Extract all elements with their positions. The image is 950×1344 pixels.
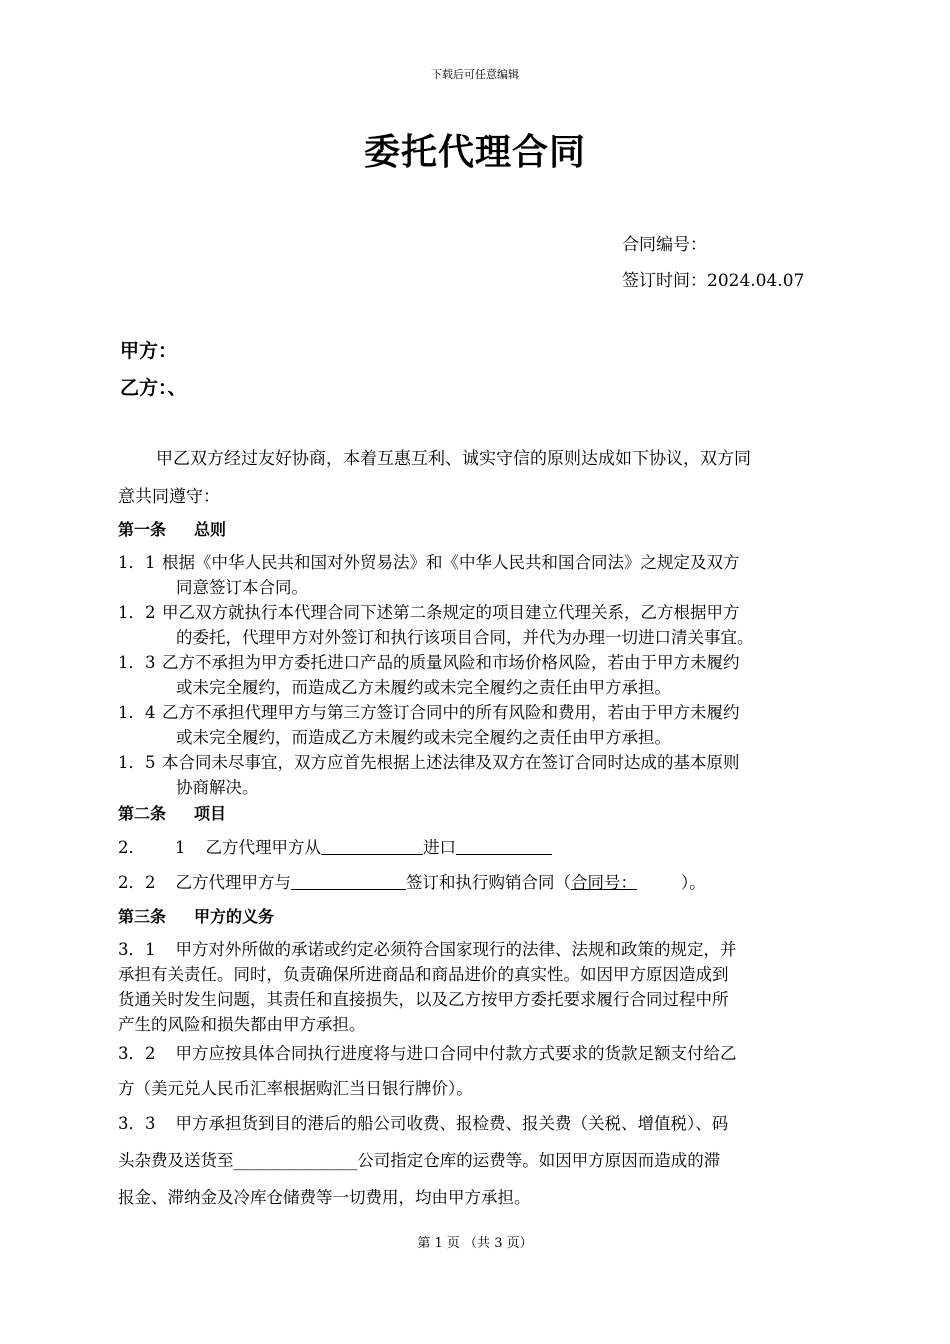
clause-number: 2． (118, 838, 145, 857)
clause-number: 3．1 (118, 940, 156, 959)
clause-text: 乙方不承担代理甲方与第三方签订合同中的所有风险和费用，若由于甲方未履约 (162, 703, 740, 722)
sign-date-line (622, 266, 804, 291)
clause-sub-number: 1 (175, 838, 186, 857)
sign-date: 2024.04.07 (707, 271, 805, 291)
clause-text: 乙方不承担为甲方委托进口产品的质量风险和市场价格风险，若由于甲方未履约 (162, 653, 740, 672)
clause-number: 1．3 (118, 653, 156, 672)
clause-number: 1．5 (118, 753, 156, 772)
clause-2-2 (118, 869, 706, 893)
clause-text: 头杂费及送货至 (118, 1151, 234, 1170)
blank-company: _______________ (233, 1151, 358, 1170)
clause-text-cont: 或未完全履约，而造成乙方未履约或未完全履约之责任由甲方承担。 (176, 728, 671, 747)
clause-1-1 (118, 550, 838, 600)
clause-text: 甲方应按具体合同执行进度将与进口合同中付款方式要求的货款足额支付给乙 (175, 1044, 737, 1063)
clause-text-cont: 协商解决。 (176, 778, 259, 797)
document-title: 委托代理合同 (363, 132, 586, 173)
clause-2-1 (118, 834, 552, 858)
clause-1-5 (118, 750, 838, 800)
section-1-title: 总则 (194, 520, 227, 539)
clause-text: 根据《中华人民共和国对外贸易法》和《中华人民共和国合同法》之规定及双方 (162, 553, 740, 572)
intro-line-2: 意共同遵守： (118, 487, 220, 507)
clause-text: 甲方对外所做的承诺或约定必须符合国家现行的法律、法规和政策的规定，并 (175, 940, 737, 959)
clause-3-1 (118, 937, 834, 1037)
clause-number: 2．2 (118, 873, 156, 892)
clause-text-cont: 的委托，代理甲方对外签订和执行该项目合同，并代为办理一切进口清关事宜。 (176, 628, 754, 647)
blank-third-party (291, 888, 406, 890)
clause-text-cont: 或未完全履约，而造成乙方未履约或未完全履约之责任由甲方承担。 (176, 678, 671, 697)
party-a: 甲方： (120, 340, 178, 362)
section-3-heading (118, 904, 274, 927)
section-2-title: 项目 (194, 804, 227, 823)
clause-text: 甲乙双方就执行本代理合同下述第二条规定的项目建立代理关系，乙方根据甲方 (162, 603, 740, 622)
clause-3-3 (118, 1110, 728, 1134)
clause-number: 3．3 (118, 1114, 156, 1133)
clause-text-cont: 同意签订本合同。 (176, 578, 308, 597)
clause-text: 乙方代理甲方与 (175, 873, 291, 892)
section-1-heading (118, 517, 226, 540)
clause-text: ）。 (681, 873, 706, 892)
clause-text: 本合同未尽事宜，双方应首先根据上述法律及双方在签订合同时达成的基本原则 (162, 753, 740, 772)
contract-no-field: 合同号： (571, 873, 637, 892)
section-2-number: 第二条 (118, 804, 167, 823)
clause-text: 公司指定仓库的运费等。如因甲方原因而造成的滞 (357, 1151, 721, 1170)
clause-3-2 (118, 1040, 737, 1064)
contract-no-label: 合同编号： (622, 235, 707, 255)
header-note: 下载后可任意编辑 (431, 68, 519, 81)
clause-text: 产生的风险和损失都由甲方承担。 (118, 1015, 366, 1034)
page-footer: 第 1 页 （共 3 页） (417, 1236, 533, 1251)
clause-3-3-cont (118, 1147, 720, 1171)
party-b: 乙方：、 (120, 377, 187, 399)
clause-text: 承担有关责任。同时，负责确保所进商品和商品进价的真实性。如因甲方原因造成到 (118, 965, 729, 984)
clause-1-3 (118, 650, 838, 700)
clause-number: 1．1 (118, 553, 156, 572)
clause-3-3-cont-2: 报金、滞纳金及冷库仓储费等一切费用，均由甲方承担。 (118, 1188, 531, 1207)
clause-text: 货通关时发生问题，其责任和直接损失，以及乙方按甲方委托要求履行合同过程中所 (118, 990, 729, 1009)
clause-text: 乙方代理甲方从 (205, 838, 321, 857)
clause-number: 3．2 (118, 1044, 156, 1063)
clause-text: 签订和执行购销合同（ (406, 873, 571, 892)
clause-3-2-cont: 方（美元兑人民币汇率根据购汇当日银行牌价）。 (118, 1079, 473, 1098)
clause-number: 1．4 (118, 703, 156, 722)
blank-goods (456, 853, 552, 855)
section-2-heading (118, 801, 226, 824)
intro-line-1: 甲乙双方经过友好协商，本着互惠互利、诚实守信的原则达成如下协议，双方同 (156, 449, 751, 469)
clause-number: 1．2 (118, 603, 156, 622)
section-3-title: 甲方的义务 (194, 907, 275, 926)
clause-text: 进口 (423, 838, 456, 857)
section-3-number: 第三条 (118, 907, 167, 926)
clause-text: 甲方承担货到目的港后的船公司收费、报检费、报关费（关税、增值税）、码 (175, 1114, 729, 1133)
clause-1-2 (118, 600, 838, 650)
blank-origin (321, 853, 423, 855)
clause-1-4 (118, 700, 838, 750)
sign-date-label: 签订时间： (622, 271, 707, 291)
section-1-number: 第一条 (118, 520, 167, 539)
